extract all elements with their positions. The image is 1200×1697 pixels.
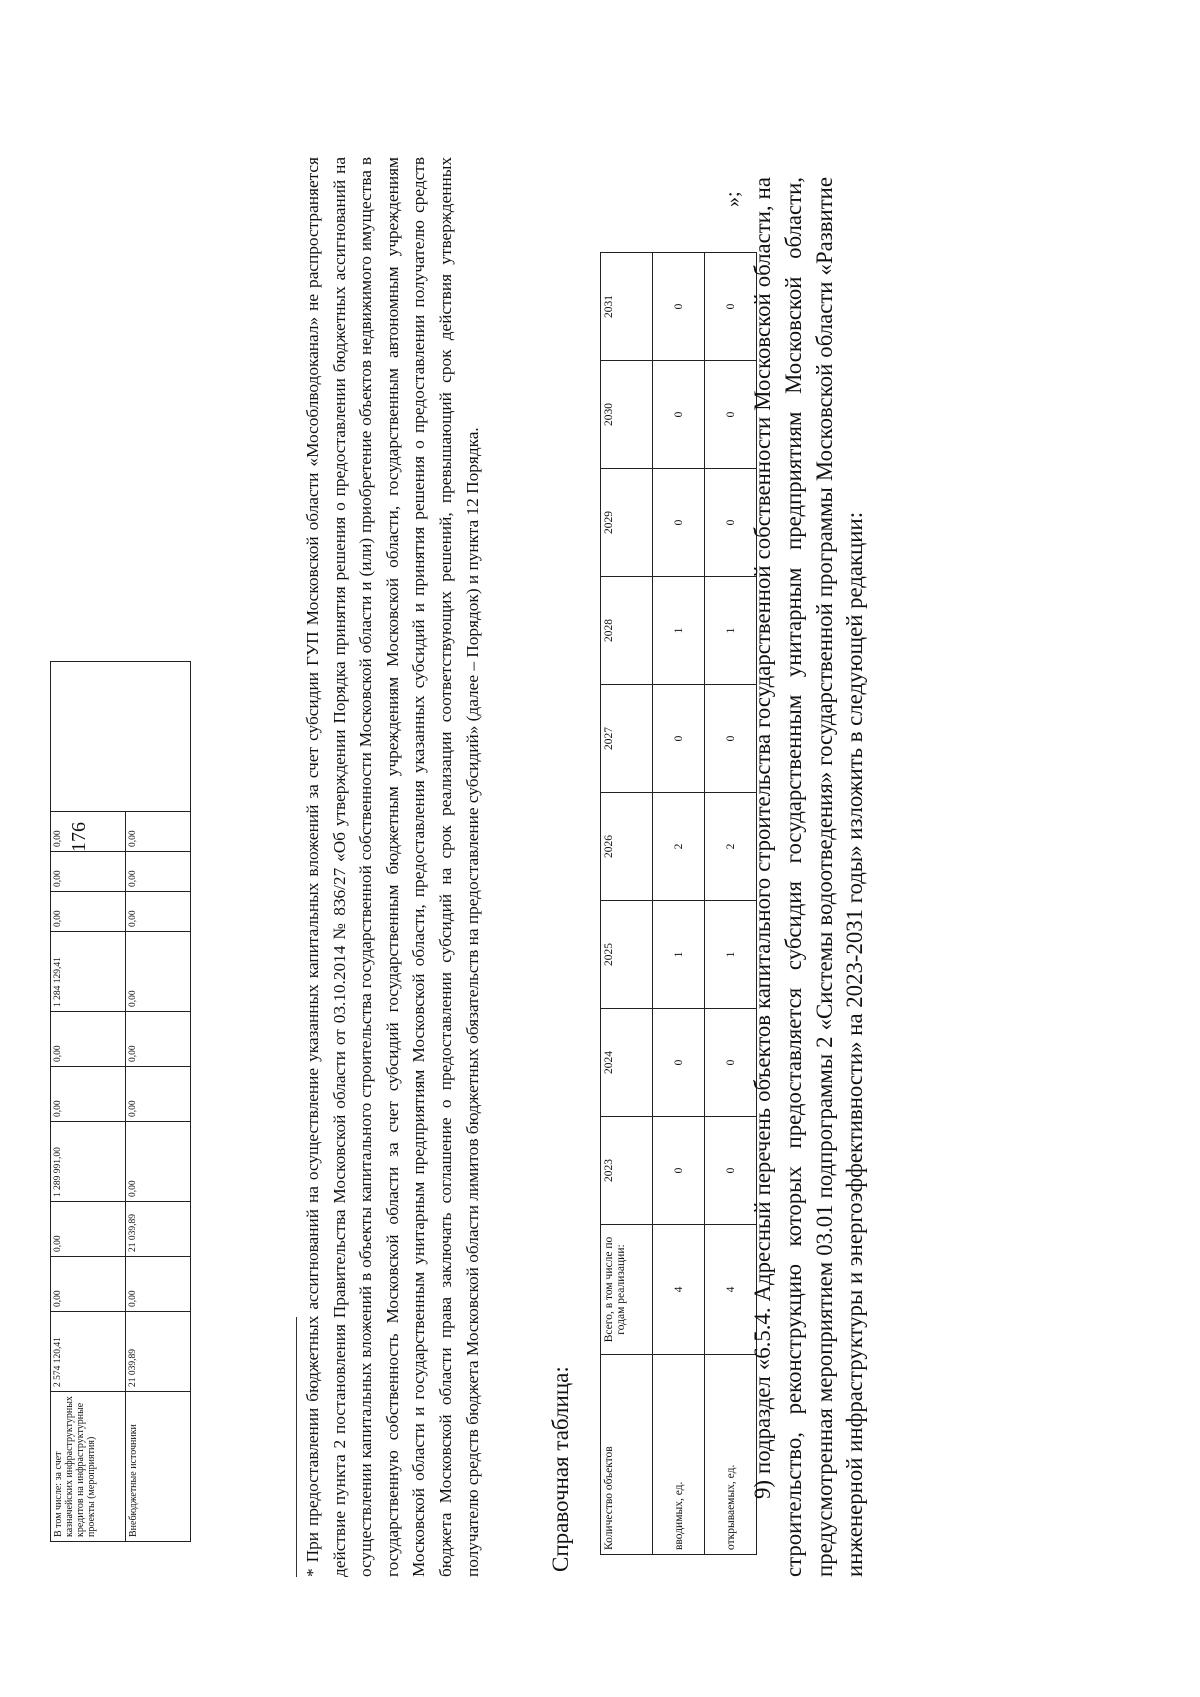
reference-table xyxy=(600,252,757,1555)
finance-cell: 2 574 120,41 xyxy=(51,1312,126,1392)
finance-row-label: В том числе: за счет казначейских инфраструктурных кредитов на инфраструктурные проекты (мероприятия) xyxy=(51,1392,126,1542)
reference-cell: 0 xyxy=(653,469,705,577)
reference-header-cell: Количество объектов xyxy=(601,1355,653,1555)
finance-cell: 21 039,89 xyxy=(126,1202,191,1257)
finance-row-treasury-credits xyxy=(51,662,126,1542)
reference-header-cell: 2028 xyxy=(601,577,653,685)
finance-table-fragment xyxy=(50,661,191,1542)
finance-cell: 0,00 xyxy=(51,852,126,892)
reference-cell: 2 xyxy=(705,793,757,901)
reference-cell: 0 xyxy=(705,361,757,469)
reference-header-cell: 2025 xyxy=(601,901,653,1009)
finance-row-label: Внебюджетные источники xyxy=(126,1392,191,1542)
finance-blank-cell xyxy=(51,662,191,812)
reference-row-label: вводимых, ед. xyxy=(653,1355,705,1555)
finance-cell: 21 039,89 xyxy=(126,1312,191,1392)
reference-header-cell: 2026 xyxy=(601,793,653,901)
finance-cell: 0,00 xyxy=(51,1067,126,1122)
reference-header-cell: 2024 xyxy=(601,1009,653,1117)
footnote xyxy=(300,157,486,1577)
reference-cell: 0 xyxy=(705,253,757,361)
reference-header-cell: 2027 xyxy=(601,685,653,793)
reference-cell: 1 xyxy=(653,901,705,1009)
finance-cell: 0,00 xyxy=(126,1257,191,1312)
paragraph-9-text: 9) подраздел «6.5.4. Адресный перечень объектов капитального строительства государственной собственности Московской области, на строительство, реконструкцию которых предоставляется субсидия государственным унитарным предприятиям Московской области, предусмотренная мероприятием 03.01 подпрограммы 2 «Системы водоотведения» государственной программы Московской области «Развитие инженерной инфраструктуры и энергоэффективности» на 2023-2031 годы» изложить в следующей редакции: xyxy=(750,177,868,1577)
reference-row-commissioned xyxy=(653,253,705,1555)
page-number: 176 xyxy=(68,822,90,852)
finance-cell: 0,00 xyxy=(126,1012,191,1067)
reference-cell: 0 xyxy=(653,253,705,361)
finance-cell: 0,00 xyxy=(126,932,191,1012)
reference-cell: 0 xyxy=(653,1009,705,1117)
finance-cell: 0,00 xyxy=(51,812,126,852)
reference-header-cell: 2030 xyxy=(601,361,653,469)
reference-cell: 0 xyxy=(705,469,757,577)
reference-row-label: открываемых, ед. xyxy=(705,1355,757,1555)
paragraph-9 xyxy=(748,177,871,1577)
finance-cell: 0,00 xyxy=(51,1257,126,1312)
finance-cell: 0,00 xyxy=(51,1012,126,1067)
reference-table-title: Справочная таблица: xyxy=(548,1366,573,1572)
reference-cell: 0 xyxy=(705,1117,757,1225)
reference-header-row xyxy=(601,253,653,1555)
reference-cell: 0 xyxy=(653,1117,705,1225)
finance-cell: 1 284 129,41 xyxy=(51,932,126,1012)
finance-cell: 1 289 991,00 xyxy=(51,1122,126,1202)
reference-header-cell: Всего, в том числе по годам реализации: xyxy=(601,1225,653,1355)
reference-cell: 4 xyxy=(705,1225,757,1355)
reference-cell: 0 xyxy=(705,685,757,793)
reference-header-cell: 2029 xyxy=(601,469,653,577)
finance-cell: 0,00 xyxy=(51,892,126,932)
finance-cell: 0,00 xyxy=(126,1067,191,1122)
finance-cell: 0,00 xyxy=(126,1122,191,1202)
reference-header-cell: 2023 xyxy=(601,1117,653,1225)
reference-cell: 2 xyxy=(653,793,705,901)
reference-cell: 0 xyxy=(653,361,705,469)
finance-cell: 0,00 xyxy=(126,852,191,892)
finance-cell: 0,00 xyxy=(126,812,191,852)
reference-cell: 0 xyxy=(705,1009,757,1117)
reference-cell: 1 xyxy=(705,577,757,685)
reference-cell: 0 xyxy=(653,685,705,793)
reference-header-cell: 2031 xyxy=(601,253,653,361)
reference-cell: 1 xyxy=(705,901,757,1009)
reference-cell: 4 xyxy=(653,1225,705,1355)
finance-cell: 0,00 xyxy=(51,1202,126,1257)
finance-cell: 0,00 xyxy=(126,892,191,932)
reference-cell: 1 xyxy=(653,577,705,685)
footnote-text: * При предоставлении бюджетных ассигнований на осуществление указанных капитальных вложений за счет субсидии ГУП Московской области «Мособлводоканал» не распространяется действие пункта 2 постановления Правительства Московской области от 03.10.2014 № 836/27 «Об утверждении Порядка принятия решения о предоставлении бюджетных ассигнований на осуществлении капитальных вложений в объекты капитального строительства государственной собственности Московской области и (или) приобретение объектов недвижимого имущества в государственную собственность Московской области за счет субсидий государственным бюджетным учреждениям Московской области, государственным автономным учреждениям Московской области и государственным унитарным предприятиям Московской области, предоставления указанных субсидий и принятия решения о предоставлении получателю средств бюджета Московской области права заключать соглашение о предоставлении субсидий на срок реализации соответствующих решений, превышающий срок действия утвержденных получателю средств бюджета Московской области лимитов бюджетных обязательств на предоставление субсидий» (далее – Порядок) и пункта 12 Порядка. xyxy=(303,157,482,1577)
closing-quote-mark: »; xyxy=(722,191,744,207)
footnote-rule xyxy=(296,1317,297,1577)
